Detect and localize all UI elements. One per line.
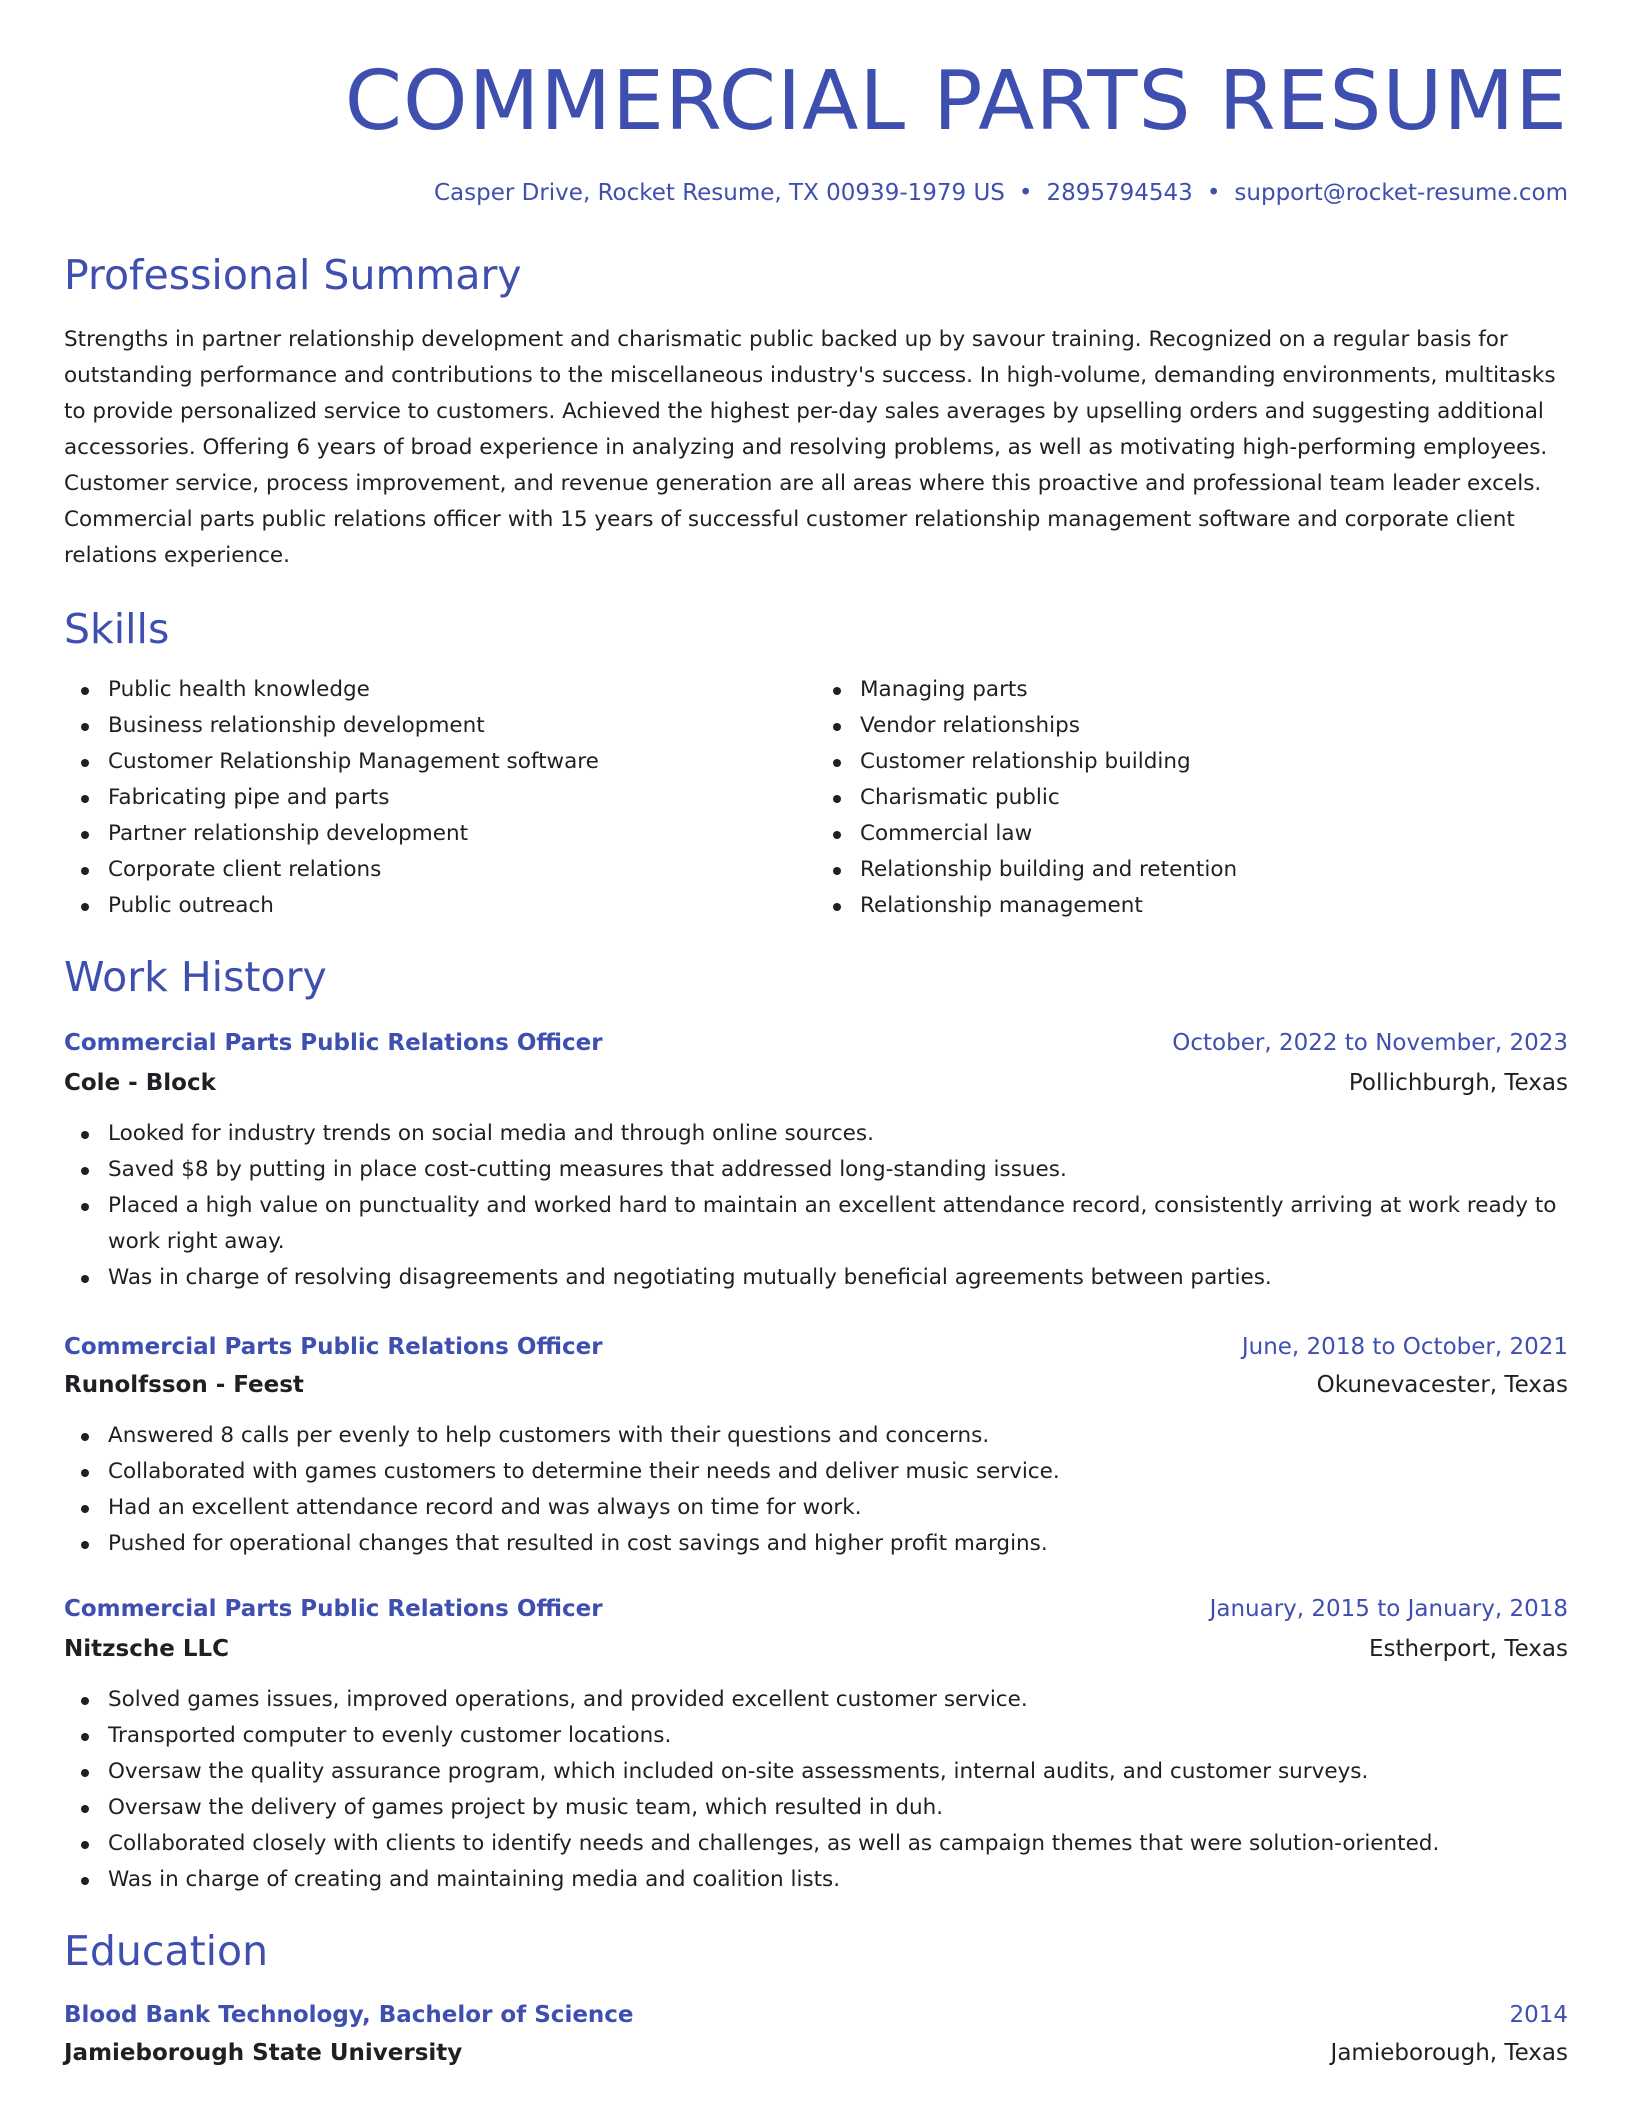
job-company-row [64,1632,1568,1666]
contact-phone: 2895794543 [1046,180,1193,206]
job-bullet: Saved $8 by putting in place cost-cutting measures that addressed long-standing issues. [108,1152,1568,1188]
education-school: Jamieborough State University [64,2040,463,2066]
job-title: Commercial Parts Public Relations Officer [64,1334,603,1360]
summary-text: Strengths in partner relationship development and charismatic public backed up by savour training. Recognized on a regular basis for outstanding performance and contributions to the miscellaneous industry's success. In high-volume, demanding environments, multitasks to provide personalized service to customers. Achieved the highest per-day sales averages by upselling orders and suggesting additional accessories. Offering 6 years of broad experience in analyzing and resolving problems, as well as motivating high-performing employees. Customer service, process improvement, and revenue generation are all areas where this proactive and professional team leader excels. Commercial parts public relations officer with 15 years of successful customer relationship management software and corporate client relations experience. [64,327,1556,568]
job-dates: October, 2022 to November, 2023 [1172,1030,1568,1056]
education-degree-row [64,1998,1568,2032]
skill-item: Partner relationship development [108,816,816,852]
contact-separator: • [1018,180,1033,206]
job-company: Nitzsche LLC [64,1636,230,1662]
job-bullet: Was in charge of creating and maintaining media and coalition lists. [108,1862,1568,1898]
job-title-row [64,1026,1568,1060]
job-bullet: Pushed for operational changes that resulted in cost savings and higher profit margins. [108,1526,1568,1562]
skill-item: Charismatic public [860,780,1568,816]
contact-separator: • [1206,180,1221,206]
summary-heading: Professional Summary [64,251,522,299]
skill-item: Business relationship development [108,708,816,744]
job-bullet: Was in charge of resolving disagreements and negotiating mutually beneficial agreements between parties. [108,1260,1568,1296]
skill-item: Commercial law [860,816,1568,852]
job-bullet: Answered 8 calls per evenly to help customers with their questions and concerns. [108,1418,1568,1454]
job-location: Pollichburgh, Texas [1348,1070,1568,1096]
job-location: Okunevacester, Texas [1316,1372,1568,1398]
skill-item: Customer Relationship Management software [108,744,816,780]
job-bullet: Had an excellent attendance record and was always on time for work. [108,1490,1568,1526]
job-bullet: Transported computer to evenly customer locations. [108,1718,1568,1754]
job-bullet: Collaborated with games customers to determine their needs and deliver music service. [108,1454,1568,1490]
skill-item: Corporate client relations [108,852,816,888]
job-entry [64,1330,1568,1562]
skill-item: Vendor relationships [860,708,1568,744]
contact-email[interactable]: support@rocket-resume.com [1234,180,1568,206]
job-bullet: Oversaw the delivery of games project by music team, which resulted in duh. [108,1790,1568,1826]
job-title-row [64,1592,1568,1626]
job-bullet: Placed a high value on punctuality and worked hard to maintain an excellent attendance record, consistently arriving at work ready to work right away. [108,1188,1568,1260]
skill-item: Public outreach [108,888,816,924]
skill-item: Relationship management [860,888,1568,924]
job-location: Estherport, Texas [1368,1636,1568,1662]
skills-heading: Skills [64,605,170,653]
work-history-heading: Work History [64,953,327,1001]
skills-right-column [816,672,1568,924]
contact-line [64,178,1568,208]
skills-grid [64,672,1568,924]
job-entry [64,1592,1568,1898]
job-company: Cole - Block [64,1070,216,1096]
job-bullet: Oversaw the quality assurance program, which included on-site assessments, internal audits, and customer surveys. [108,1754,1568,1790]
education-location: Jamieborough, Texas [1330,2040,1568,2066]
education-year: 2014 [1509,2002,1568,2028]
job-company-row [64,1066,1568,1100]
education-degree: Blood Bank Technology, Bachelor of Science [64,2002,634,2028]
job-bullets [64,1418,1568,1562]
job-bullets [64,1116,1568,1296]
job-company-row [64,1368,1568,1402]
job-dates: January, 2015 to January, 2018 [1209,1596,1568,1622]
job-bullets [64,1682,1568,1898]
resume-title: COMMERCIAL PARTS RESUME [344,54,1568,149]
job-company: Runolfsson - Feest [64,1372,304,1398]
job-entry [64,1026,1568,1296]
job-title: Commercial Parts Public Relations Officer [64,1596,603,1622]
contact-address: Casper Drive, Rocket Resume, TX 00939-1979 US [433,180,1005,206]
skill-item: Managing parts [860,672,1568,708]
job-title: Commercial Parts Public Relations Officer [64,1030,603,1056]
skill-item: Public health knowledge [108,672,816,708]
skills-left-column [64,672,816,924]
job-bullet: Solved games issues, improved operations, and provided excellent customer service. [108,1682,1568,1718]
education-entry [64,1998,1568,2070]
job-bullet: Collaborated closely with clients to identify needs and challenges, as well as campaign themes that were solution-oriented. [108,1826,1568,1862]
job-bullet: Looked for industry trends on social media and through online sources. [108,1116,1568,1152]
education-heading: Education [64,1927,269,1975]
skill-item: Customer relationship building [860,744,1568,780]
education-school-row [64,2036,1568,2070]
job-title-row [64,1330,1568,1364]
job-dates: June, 2018 to October, 2021 [1241,1334,1568,1360]
skill-item: Fabricating pipe and parts [108,780,816,816]
skill-item: Relationship building and retention [860,852,1568,888]
